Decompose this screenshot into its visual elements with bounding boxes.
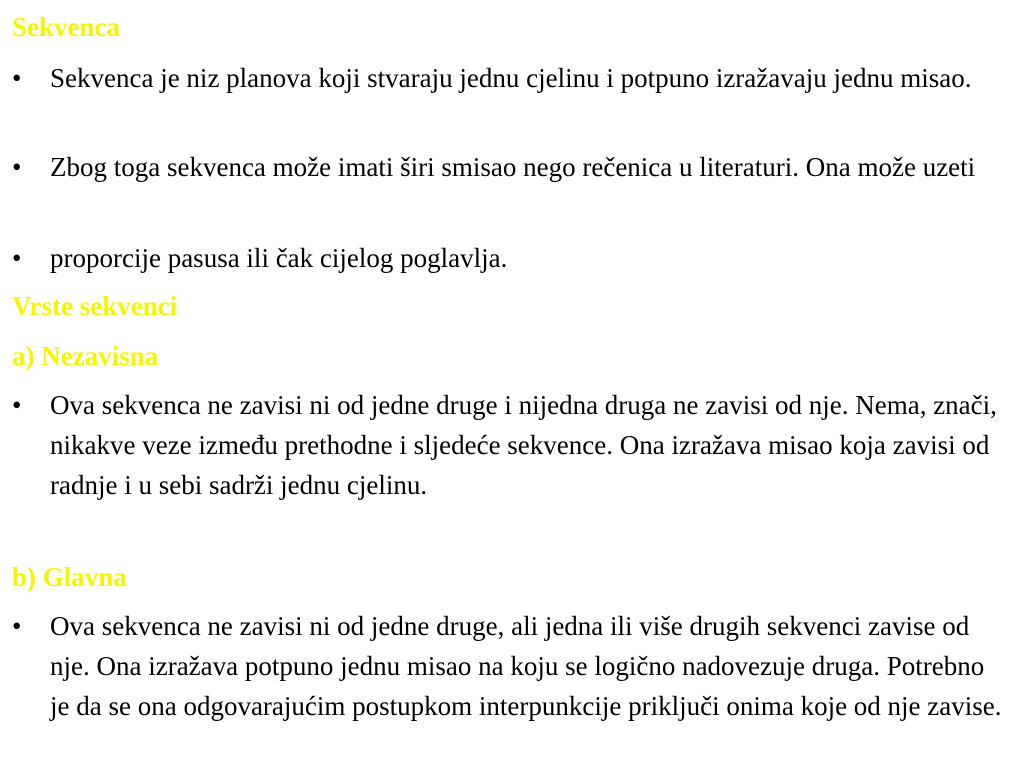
bullet-item bbox=[12, 606, 1004, 726]
bullet-text: Ova sekvenca ne zavisi ni od jedne druge i nijedna druga ne zavisi od nje. Nema, znači, nikakve veze između prethodne i sljedeće sekvence. Ona izražava misao koja zavisi od radnje i u sebi sadrži jednu cjelinu. bbox=[50, 390, 997, 500]
bullet-dot: • bbox=[12, 243, 22, 273]
bullet-dot: • bbox=[12, 63, 22, 93]
bullet-dot: • bbox=[12, 390, 22, 420]
bullet-item bbox=[12, 238, 1004, 278]
section-heading-sekvenca: Sekvenca bbox=[12, 12, 120, 42]
bullet-item bbox=[12, 58, 1004, 98]
bullet-item bbox=[12, 147, 1004, 187]
bullet-text: Zbog toga sekvenca može imati širi smisao nego rečenica u literaturi. Ona može uzeti bbox=[50, 152, 976, 182]
section-heading-vrste-sekvenci: Vrste sekvenci bbox=[12, 291, 178, 321]
section-heading-glavna: b) Glavna bbox=[12, 562, 127, 592]
bullet-dot: • bbox=[12, 152, 22, 182]
bullet-text: Ova sekvenca ne zavisi ni od jedne druge, ali jedna ili više drugih sekvenci zavise od nje. Ona izražava potpuno jednu misao na koju se logično nadovezuje druga. Potrebno je da se ona odgovarajućim postupkom interpunkcije priključi onima koje od nje zavise. bbox=[50, 611, 1002, 721]
section-heading-nezavisna: a) Nezavisna bbox=[12, 341, 159, 371]
bullet-dot: • bbox=[12, 611, 22, 641]
bullet-text: proporcije pasusa ili čak cijelog poglavlja. bbox=[50, 243, 508, 273]
bullet-item bbox=[12, 385, 1004, 505]
bullet-text: Sekvenca je niz planova koji stvaraju jednu cjelinu i potpuno izražavaju jednu misao. bbox=[50, 63, 972, 93]
